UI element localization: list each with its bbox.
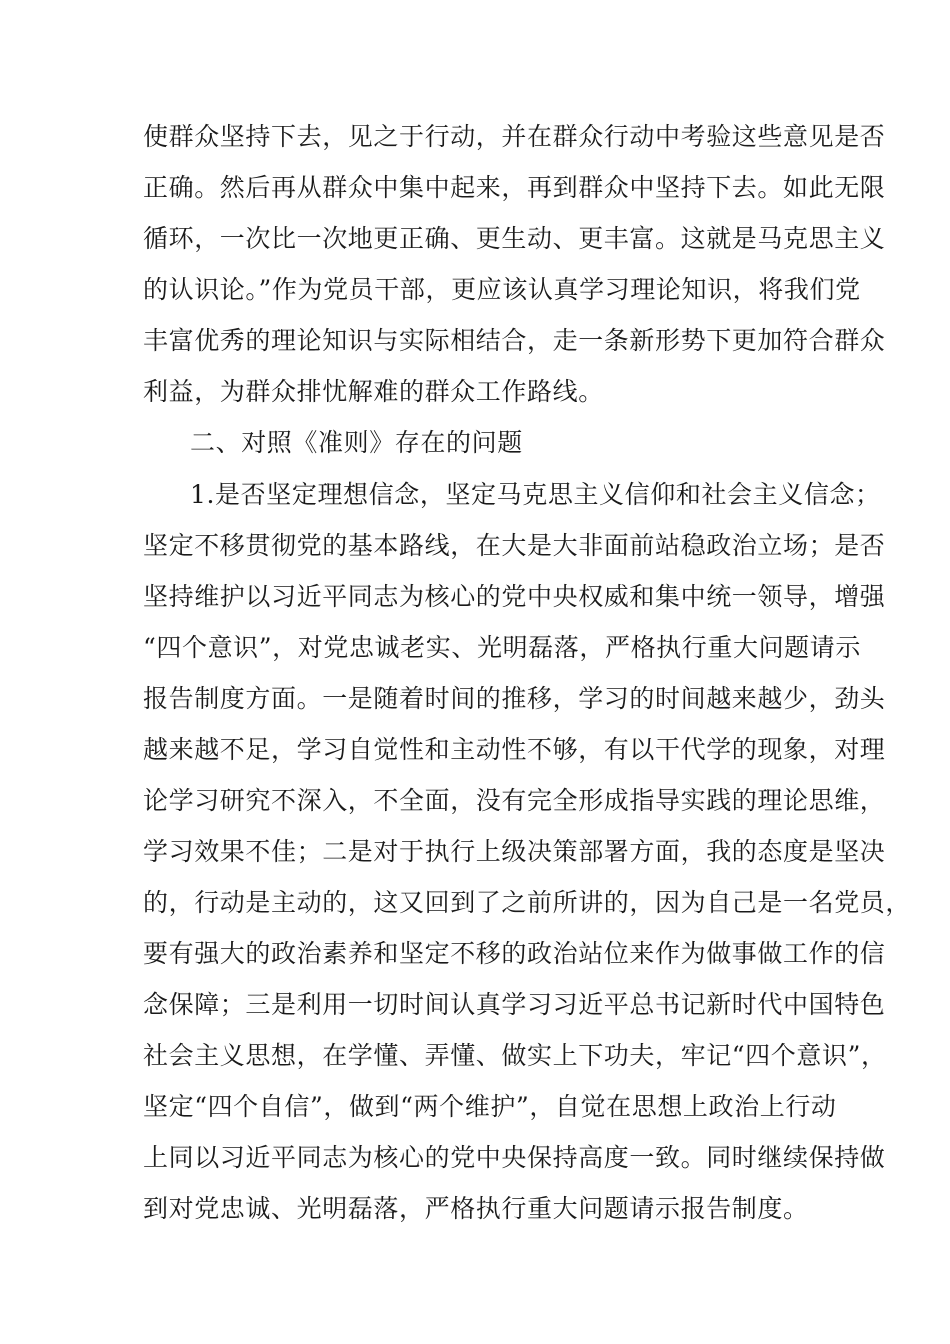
text-line: 丰富优秀的理论知识与实际相结合，走一条新形势下更加符合群众 — [143, 326, 886, 355]
text-line: 循环，一次比一次地更正确、更生动、更丰富。这就是马克思主义 — [143, 224, 886, 253]
text-line: 到对党忠诚、光明磊落，严格执行重大问题请示报告制度。 — [143, 1194, 809, 1223]
text-line: 越来越不足，学习自觉性和主动性不够，有以干代学的现象，对理 — [143, 735, 886, 764]
text-line: 坚定不移贯彻党的基本路线，在大是大非面前站稳政治立场；是否 — [143, 531, 886, 560]
text-line: 正确。然后再从群众中集中起来，再到群众中坚持下去。如此无限 — [143, 173, 886, 202]
text-line: 上同以习近平同志为核心的党中央保持高度一致。同时继续保持做 — [143, 1143, 886, 1172]
text-line: 念保障；三是利用一切时间认真学习习近平总书记新时代中国特色 — [143, 990, 886, 1019]
text-line: 论学习研究不深入，不全面，没有完全形成指导实践的理论思维， — [143, 786, 886, 815]
text-line: 坚持维护以习近平同志为核心的党中央权威和集中统一领导，增强 — [143, 582, 886, 611]
text-line: 1.是否坚定理想信念，坚定马克思主义信仰和社会主义信念； — [190, 480, 881, 509]
text-line: 要有强大的政治素养和坚定不移的政治站位来作为做事做工作的信 — [143, 939, 886, 968]
section-heading: 二、对照《准则》存在的问题 — [190, 428, 523, 457]
text-line: 的认识论。”作为党员干部，更应该认真学习理论知识，将我们党 — [143, 275, 861, 304]
text-line: 社会主义思想，在学懂、弄懂、做实上下功夫，牢记“四个意识”， — [143, 1041, 887, 1070]
text-line: 坚定“四个自信”，做到“两个维护”，自觉在思想上政治上行动 — [143, 1092, 837, 1121]
text-line: 报告制度方面。一是随着时间的推移，学习的时间越来越少，劲头 — [143, 684, 886, 713]
text-line: 使群众坚持下去，见之于行动，并在群众行动中考验这些意见是否 — [143, 122, 886, 151]
text-line: 利益，为群众排忧解难的群众工作路线。 — [143, 377, 604, 406]
text-line: 的，行动是主动的，这又回到了之前所讲的，因为自己是一名党员， — [143, 888, 912, 917]
text-line: 学习效果不佳；二是对于执行上级决策部署方面，我的态度是坚决 — [143, 837, 886, 866]
text-line: “四个意识”，对党忠诚老实、光明磊落，严格执行重大问题请示 — [143, 633, 861, 662]
